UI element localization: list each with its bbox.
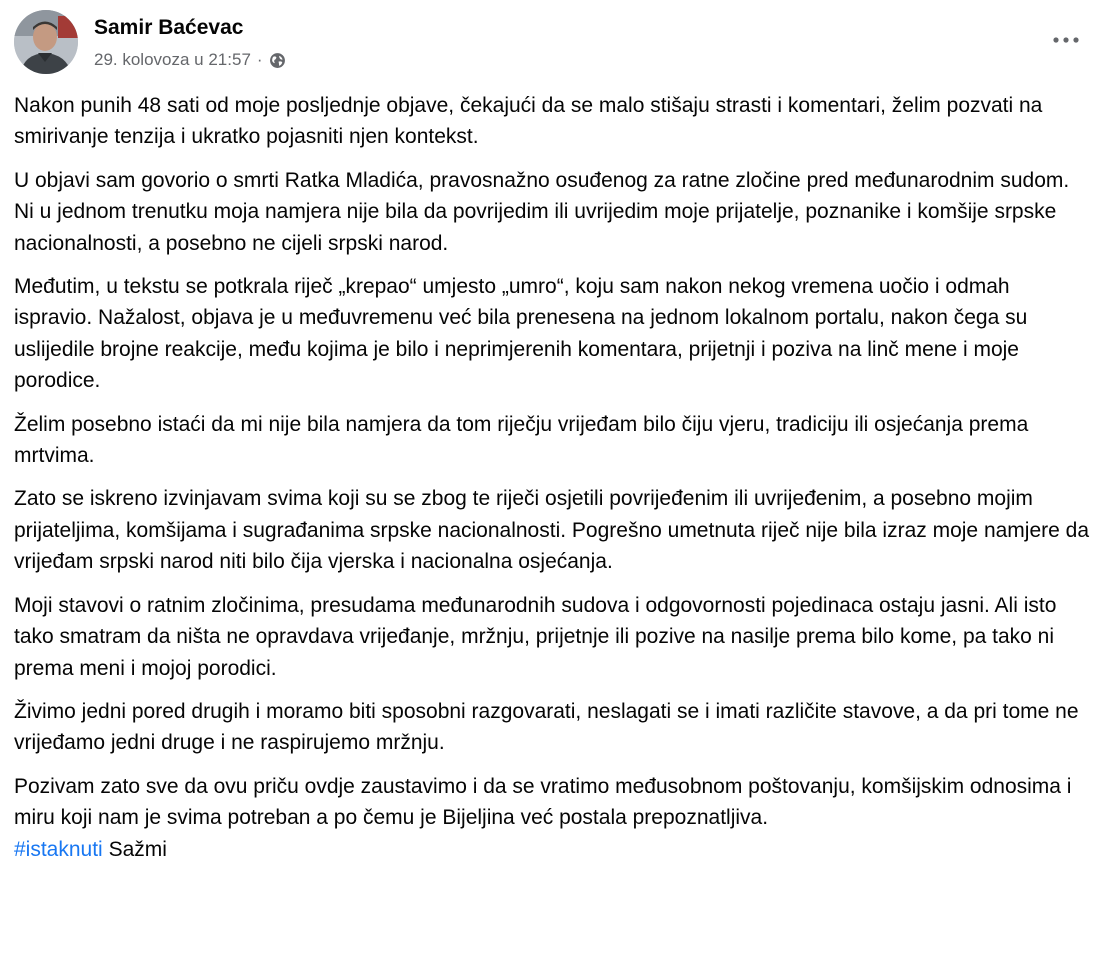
- post-header: [14, 10, 1086, 80]
- meta-separator: ·: [256, 50, 263, 69]
- post-paragraph: Pozivam zato sve da ovu priču ovdje zaustavimo i da se vratimo međusobnom poštovanju, komšijskim odnosima i miru koji nam je svima potreban a po čemu je Bijeljina već postala prepoznatljiva.: [14, 774, 1072, 830]
- post-paragraph: Zato se iskreno izvinjavam svima koji su se zbog te riječi osjetili povrijeđenim ili uvrijeđenim, a posebno mojim prijateljima, komšijama i sugrađanima srpske nacionalnosti. Pogrešno umetnuta riječ nije bila izraz moje namjere da vrijeđam srpski narod niti bilo čija vjerska i nacionalna osjećanja.: [14, 487, 1089, 574]
- globe-icon[interactable]: [269, 52, 286, 69]
- post-date[interactable]: 29. kolovoza u 21:57: [94, 50, 251, 69]
- post-paragraph: Nakon punih 48 sati od moje posljednje objave, čekajući da se malo stišaju strasti i komentari, želim pozvati na smirivanje tenzija i ukratko pojasniti njen kontekst.: [14, 94, 1043, 149]
- post-meta: [94, 50, 286, 70]
- author-name[interactable]: Samir Baćevac: [94, 16, 244, 39]
- post-body: [14, 90, 1090, 865]
- post-paragraph: Želim posebno istaći da mi nije bila namjera da tom riječju vrijeđam bilo čiju vjeru, tradiciju ili osjećanja prema mrtvima.: [14, 412, 1029, 468]
- post-paragraph: Živimo jedni pored drugih i moramo biti sposobni razgovarati, neslagati se i imati različite stavove, a da pri tome ne vrijeđamo jedni druge i ne raspirujemo mržnju.: [14, 699, 1079, 755]
- post-paragraph: Međutim, u tekstu se potkrala riječ „krepao“ umjesto „umro“, koju sam nakon nekog vremena uočio i odmah ispravio. Nažalost, objava je u međuvremenu već bila prenesena na jednom lokalnom portalu, nakon čega su uslijedile brojne reakcije, među kojima je bilo i neprimjerenih komentara, prijetnji i poziva na linč mene i moje porodice.: [14, 275, 1028, 393]
- avatar-photo: [14, 10, 78, 74]
- author-avatar[interactable]: [14, 10, 78, 74]
- post-tagline: [14, 834, 1090, 865]
- more-options-icon[interactable]: [1046, 24, 1086, 56]
- hashtag-link[interactable]: #istaknuti: [14, 837, 103, 861]
- post-paragraph: Moji stavovi o ratnim zločinima, presudama međunarodnih sudova i odgovornosti pojedinaca ostaju jasni. Ali isto tako smatram da ništa ne opravdava vrijeđanje, mržnju, prijetnje ili pozive na nasilje prema bilo kome, pa tako ni prema meni i mojoj porodici.: [14, 593, 1057, 680]
- see-less-link[interactable]: Sažmi: [108, 837, 167, 861]
- post-paragraph: U objavi sam govorio o smrti Ratka Mladića, pravosnažno osuđenog za ratne zločine pred međunarodnim sudom. Ni u jednom trenutku moja namjera nije bila da povrijedim ili uvrijedim moje prijatelje, poznanike i komšije srpske nacionalnosti, a posebno ne cijeli srpski narod.: [14, 168, 1070, 255]
